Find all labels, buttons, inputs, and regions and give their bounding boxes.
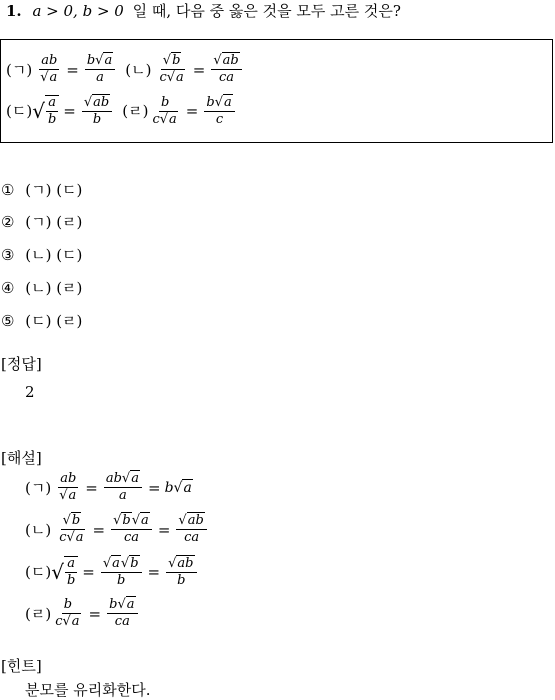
choice-1-mark: ① bbox=[1, 181, 15, 199]
explanation-line-1: (ㄱ) $\frac{ab}{√a}$ = $\frac{ab√a}{a}$ = b√a bbox=[25, 471, 192, 503]
explanation-heading: [해설] bbox=[1, 449, 42, 467]
choice-5[interactable] bbox=[1, 312, 82, 330]
choice-3-mark: ③ bbox=[1, 246, 15, 264]
stmt4-lhs: $\frac{b}{c√a}$ bbox=[152, 94, 177, 127]
question-text: 일 때, 다음 중 옳은 것을 모두 고른 것은? bbox=[132, 2, 401, 20]
statement-label-2: (ㄴ) bbox=[125, 60, 152, 79]
stmt2-lhs: $\frac{√b}{c√a}$ bbox=[159, 53, 184, 85]
choice-1-text: (ㄱ) (ㄷ) bbox=[25, 181, 83, 199]
statement-row-1: (ㄱ) $\frac{ab}{√a}$ = $\frac{b√a}{a}$ (ㄴ) $\frac{√b}{c√a}$ = $\frac{√ab}{ca}$ bbox=[6, 54, 244, 85]
choice-5-text: (ㄷ) (ㄹ) bbox=[25, 312, 83, 330]
answer-heading: [정답] bbox=[1, 355, 42, 373]
stmt1-rhs: $\frac{b√a}{a}$ bbox=[85, 54, 115, 85]
question-number: 1. bbox=[6, 2, 22, 20]
stmt3-rhs: $\frac{√ab}{b}$ bbox=[82, 96, 112, 127]
choice-3-text: (ㄴ) (ㄷ) bbox=[25, 246, 83, 264]
choice-4[interactable] bbox=[1, 279, 82, 297]
explanation-label-2: (ㄴ) bbox=[25, 520, 52, 539]
explanation-label-4: (ㄹ) bbox=[25, 604, 52, 623]
choice-1[interactable] bbox=[1, 181, 82, 199]
explanation-label-1: (ㄱ) bbox=[25, 478, 52, 497]
hint-heading: [힌트] bbox=[1, 657, 42, 675]
stmt4-rhs: $\frac{b√a}{c}$ bbox=[204, 96, 234, 127]
hint-text: 분모를 유리화한다. bbox=[25, 681, 151, 699]
choice-3[interactable] bbox=[1, 246, 82, 264]
choice-2[interactable] bbox=[1, 213, 82, 231]
explanation-line-4: (ㄹ) $\frac{b}{c√a}$ = $\frac{b√a}{ca}$ bbox=[25, 598, 140, 629]
choice-2-mark: ② bbox=[1, 213, 15, 231]
choice-2-text: (ㄱ) (ㄹ) bbox=[25, 213, 83, 231]
statement-label-1: (ㄱ) bbox=[6, 60, 33, 79]
stmt3-lhs: $\frac{a}{b}$ bbox=[47, 95, 57, 127]
choice-4-text: (ㄴ) (ㄹ) bbox=[25, 279, 83, 297]
question-condition: a > 0, b > 0 bbox=[32, 2, 124, 20]
stmt1-lhs: $\frac{ab}{√a}$ bbox=[40, 53, 58, 85]
stmt2-rhs: $\frac{√ab}{ca}$ bbox=[211, 54, 241, 85]
statement-label-4: (ㄹ) bbox=[122, 102, 149, 120]
explanation-label-3: (ㄷ) bbox=[25, 563, 52, 581]
question-line bbox=[6, 2, 401, 20]
choice-5-mark: ⑤ bbox=[1, 312, 15, 330]
answer-value: 2 bbox=[25, 383, 35, 401]
choice-4-mark: ④ bbox=[1, 279, 15, 297]
explanation-line-3: (ㄷ) √ $\frac{a}{b}$ = $\frac{√a√b}{b}$ = $\frac{√ab}{b}$ bbox=[25, 556, 199, 588]
explanation-line-2: (ㄴ) $\frac{√b}{c√a}$ = $\frac{√b√a}{ca}$ = $\frac{√ab}{ca}$ bbox=[25, 514, 209, 545]
statement-row-2: (ㄷ) √ $\frac{a}{b}$ = $\frac{√ab}{b}$ (ㄹ) $\frac{b}{c√a}$ = $\frac{b√a}{c}$ bbox=[6, 95, 237, 127]
statement-label-3: (ㄷ) bbox=[6, 102, 33, 120]
